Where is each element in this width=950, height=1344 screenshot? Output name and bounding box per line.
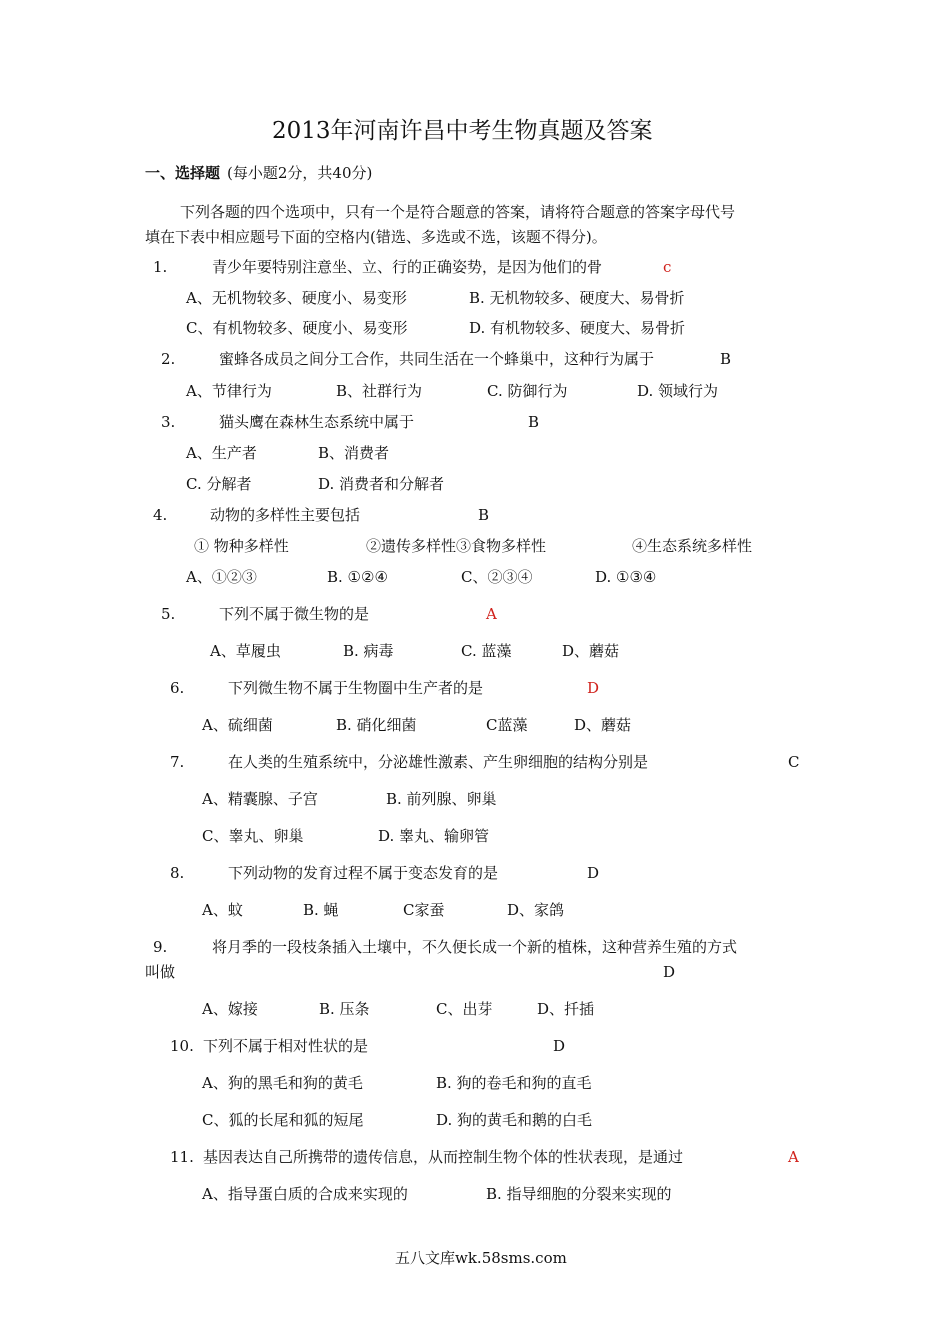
question-number: 1. xyxy=(153,258,168,276)
option: C、狐的长尾和狐的短尾 xyxy=(202,1111,364,1129)
option: B. 前列腺、卵巢 xyxy=(386,790,497,808)
option: A、草履虫 xyxy=(210,642,281,660)
diversity-item: ④生态系统多样性 xyxy=(632,537,753,555)
option: D、扦插 xyxy=(537,1000,595,1018)
option: C家蚕 xyxy=(403,901,445,919)
option: B. 压条 xyxy=(319,1000,370,1018)
question-number: 3. xyxy=(161,413,176,431)
question-number: 7. xyxy=(170,753,185,771)
question-text: 在人类的生殖系统中，分泌雄性激素、产生卵细胞的结构分别是 xyxy=(228,753,649,771)
question-text: 将月季的一段枝条插入土壤中，不久便长成一个新的植株，这种营养生殖的方式 xyxy=(212,938,738,956)
option: B. 病毒 xyxy=(343,642,394,660)
instructions-line-1: 下列各题的四个选项中，只有一个是符合题意的答案，请将符合题意的答案字母代号 xyxy=(180,203,736,221)
option: B. 狗的卷毛和狗的直毛 xyxy=(436,1074,592,1092)
option: D. 消费者和分解者 xyxy=(318,475,445,493)
diversity-item: ②遗传多样性③食物多样性 xyxy=(366,537,547,555)
answer-mark: B xyxy=(720,350,732,368)
option: A、节律行为 xyxy=(186,382,272,400)
question-text: 蜜蜂各成员之间分工合作，共同生活在一个蜂巢中，这种行为属于 xyxy=(219,350,655,368)
option: D. 领域行为 xyxy=(637,382,719,400)
question-text: 青少年要特别注意坐、立、行的正确姿势，是因为他们的骨 xyxy=(212,258,603,276)
option: D、蘑菇 xyxy=(562,642,620,660)
option: B. 蝇 xyxy=(303,901,339,919)
question-text: 下列微生物不属于生物圈中生产者的是 xyxy=(228,679,484,697)
option: D. 狗的黄毛和鹅的白毛 xyxy=(436,1111,593,1129)
answer-mark: D xyxy=(553,1037,566,1055)
option: B、消费者 xyxy=(318,444,390,462)
option: C、②③④ xyxy=(461,568,533,586)
option: B. ①②④ xyxy=(327,568,388,586)
option: D. 睾丸、输卵管 xyxy=(378,827,490,845)
question-number: 6. xyxy=(170,679,185,697)
question-text: 下列不属于相对性状的是 xyxy=(203,1037,369,1055)
option: A、狗的黑毛和狗的黄毛 xyxy=(202,1074,363,1092)
answer-mark: c xyxy=(663,258,672,276)
option: A、无机物较多、硬度小、易变形 xyxy=(186,289,407,307)
diversity-item: ① 物种多样性 xyxy=(194,537,289,555)
question-number: 4. xyxy=(153,506,168,524)
option: D. ①③④ xyxy=(595,568,657,586)
option: C. 防御行为 xyxy=(487,382,568,400)
answer-mark: C xyxy=(788,753,800,771)
option: A、生产者 xyxy=(186,444,257,462)
option: C. 分解者 xyxy=(186,475,252,493)
option: A、精囊腺、子宫 xyxy=(202,790,318,808)
option: D、蘑菇 xyxy=(574,716,632,734)
option: D. 有机物较多、硬度大、易骨折 xyxy=(469,319,686,337)
question-number: 5. xyxy=(161,605,176,623)
instructions-line-2: 填在下表中相应题号下面的空格内(错选、多选或不选，该题不得分)。 xyxy=(145,228,607,246)
option: C、有机物较多、硬度小、易变形 xyxy=(186,319,408,337)
option: B. 指导细胞的分裂来实现的 xyxy=(486,1185,672,1203)
question-text: 猫头鹰在森林生态系统中属于 xyxy=(219,413,415,431)
question-number: 8. xyxy=(170,864,185,882)
answer-mark: D xyxy=(587,679,600,697)
question-text: 下列不属于微生物的是 xyxy=(219,605,370,623)
answer-mark: A xyxy=(788,1148,799,1166)
question-text: 下列动物的发育过程不属于变态发育的是 xyxy=(228,864,499,882)
answer-mark: B xyxy=(528,413,540,431)
answer-mark: A xyxy=(486,605,497,623)
section-note: (每小题2分，共40分) xyxy=(227,164,373,182)
answer-mark: B xyxy=(478,506,490,524)
answer-mark: D xyxy=(663,963,676,981)
option: A、嫁接 xyxy=(202,1000,258,1018)
question-text-continued: 叫做 xyxy=(145,963,176,981)
option: A、①②③ xyxy=(186,568,257,586)
option: C蓝藻 xyxy=(486,716,528,734)
option: B. 硝化细菌 xyxy=(336,716,417,734)
question-number: 2. xyxy=(161,350,176,368)
option: A、蚊 xyxy=(202,901,243,919)
option: C. 蓝藻 xyxy=(461,642,512,660)
option: B、社群行为 xyxy=(336,382,423,400)
page-title: 2013年河南许昌中考生物真题及答案 xyxy=(272,118,653,144)
question-text: 动物的多样性主要包括 xyxy=(210,506,361,524)
option: D、家鸽 xyxy=(507,901,565,919)
question-number: 11. xyxy=(170,1148,194,1166)
question-number: 9. xyxy=(153,938,168,956)
section-heading: 一、选择题 xyxy=(145,164,221,182)
option: B. 无机物较多、硬度大、易骨折 xyxy=(469,289,685,307)
option: A、指导蛋白质的合成来实现的 xyxy=(202,1185,408,1203)
answer-mark: D xyxy=(587,864,600,882)
option: A、硫细菌 xyxy=(202,716,273,734)
option: C、睾丸、卵巢 xyxy=(202,827,304,845)
option: C、出芽 xyxy=(436,1000,493,1018)
question-number: 10. xyxy=(170,1037,194,1055)
question-text: 基因表达自己所携带的遗传信息，从而控制生物个体的性状表现，是通过 xyxy=(203,1148,684,1166)
page-footer: 五八文库wk.58sms.com xyxy=(395,1249,567,1267)
